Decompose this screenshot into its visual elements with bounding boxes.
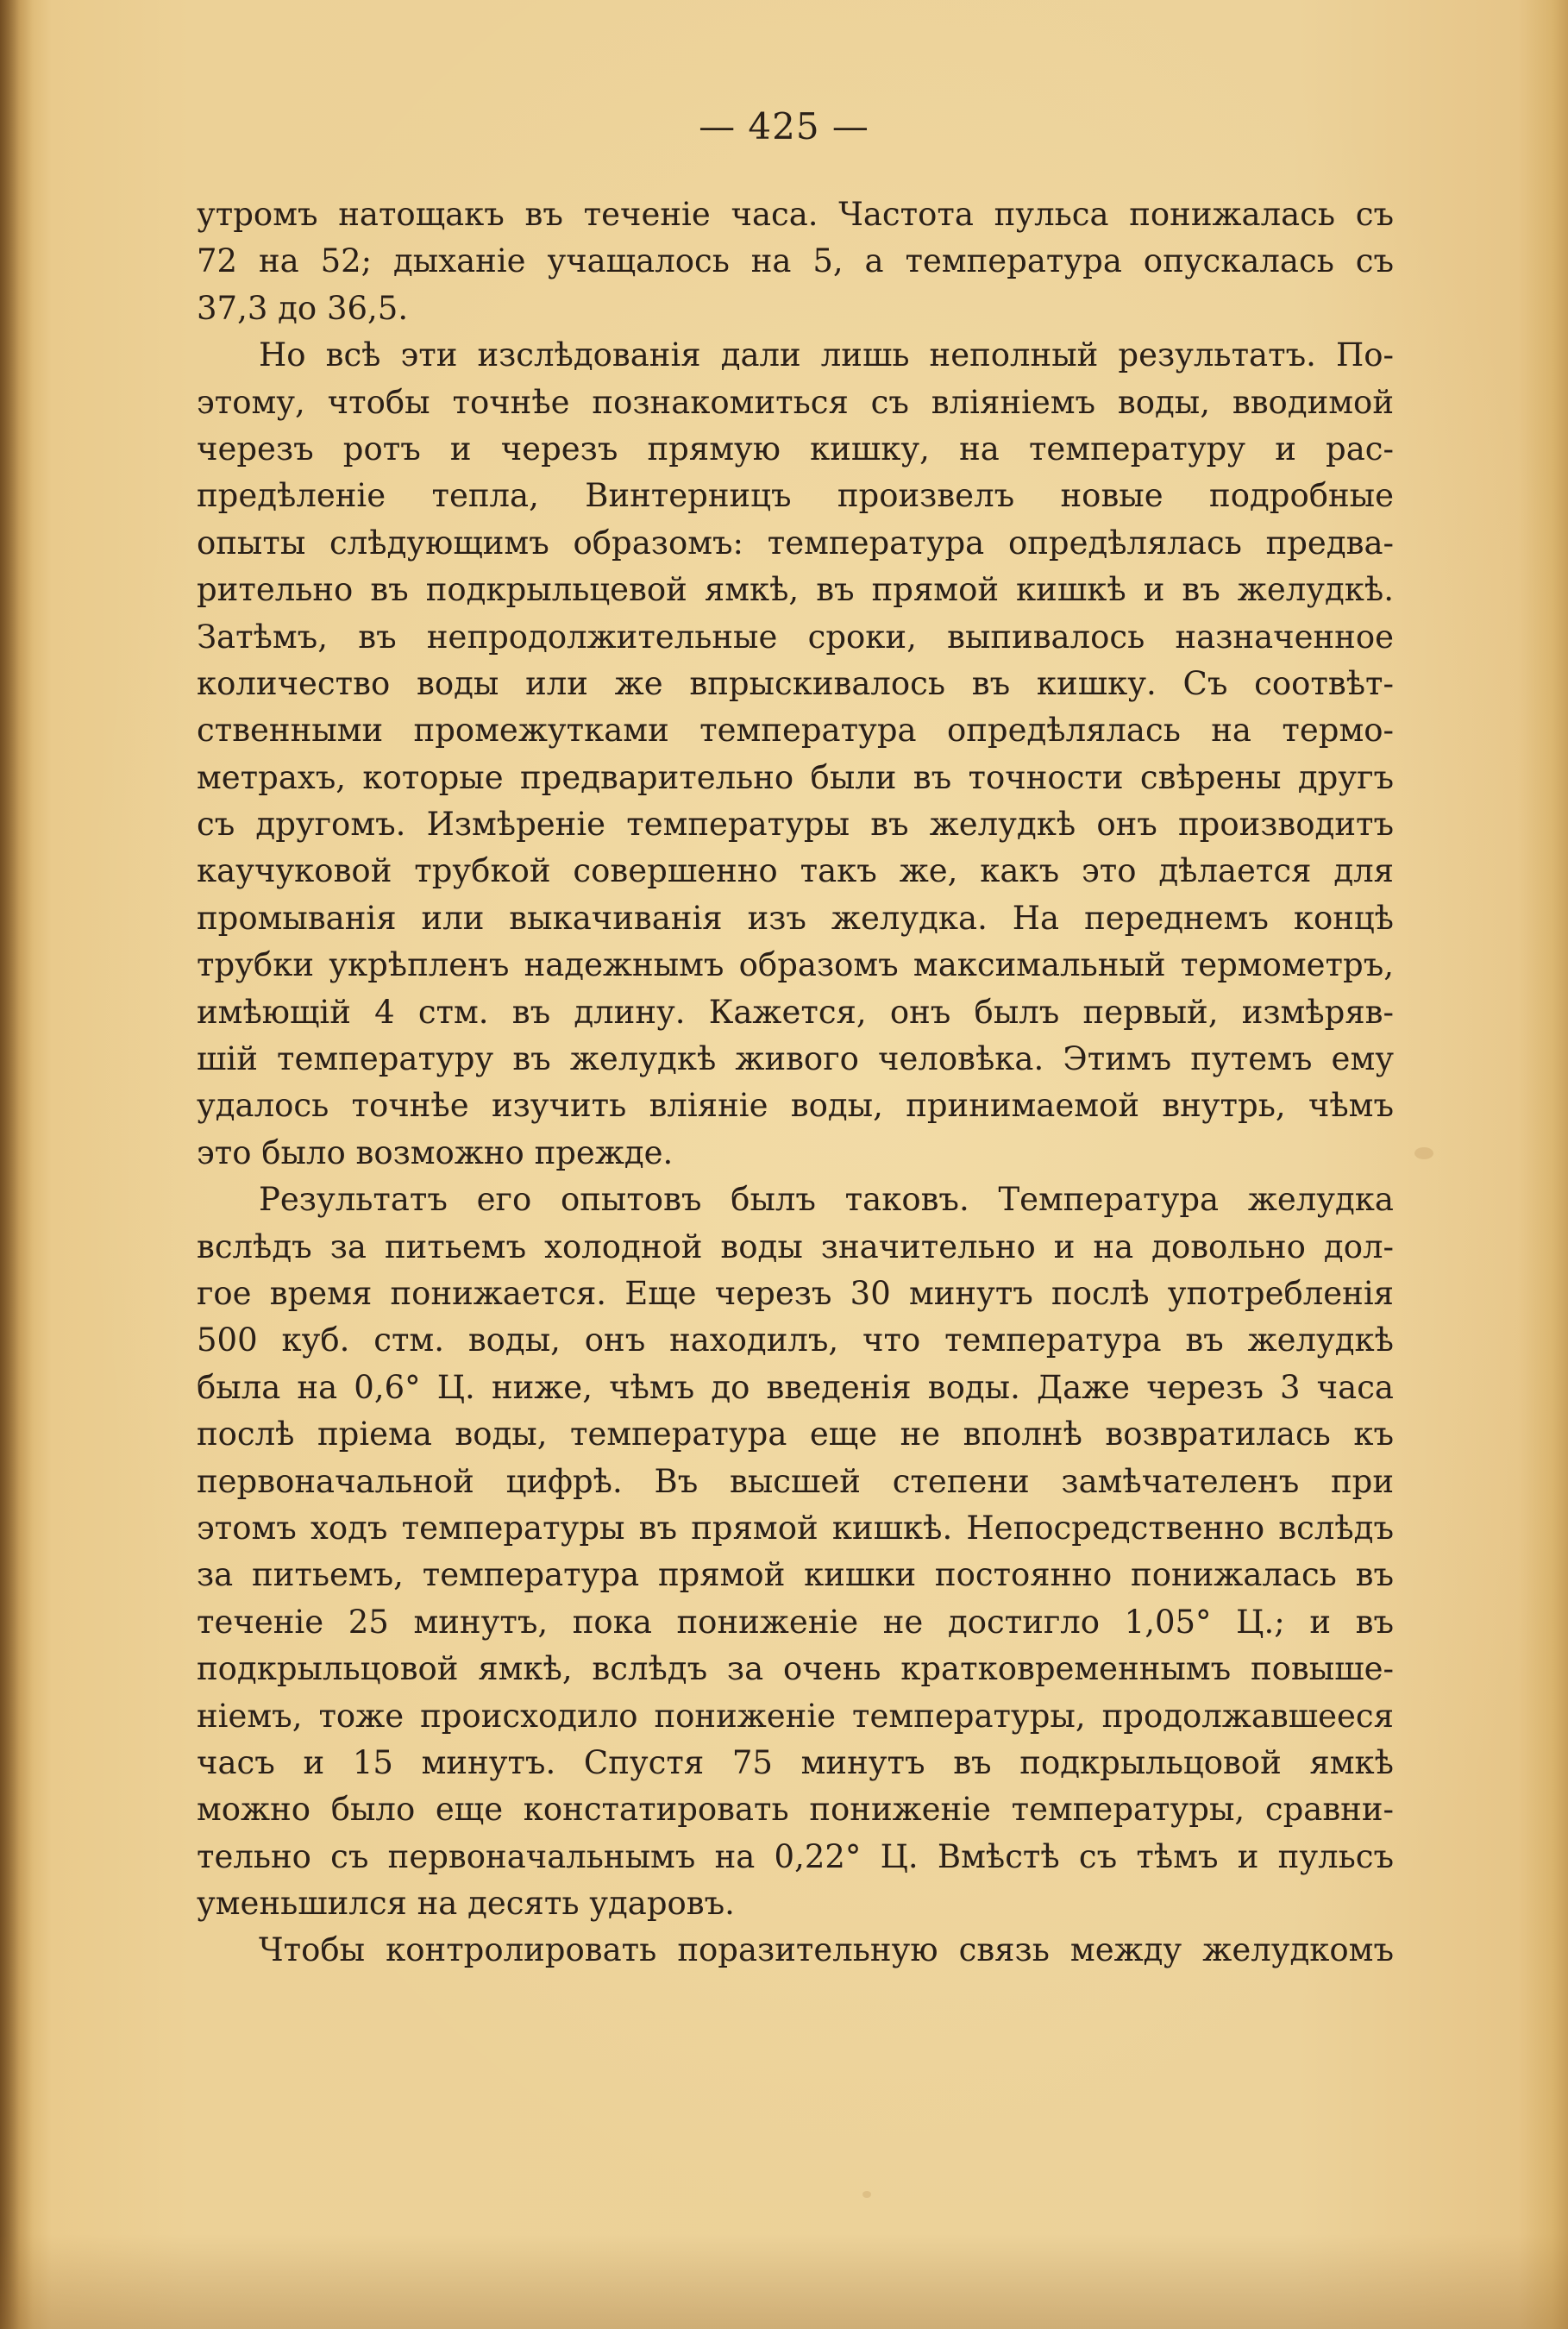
text-line: каучуковой трубкой совершенно такъ же, какъ это дѣлается для xyxy=(197,852,1394,890)
text-line: уменьшился на десять ударовъ. xyxy=(197,1885,735,1923)
text-line: Чтобы контролировать поразительную связь между желудкомъ xyxy=(259,1931,1394,1969)
text-line: этому, чтобы точнѣе познакомиться съ вліяніемъ воды, вводимой xyxy=(197,383,1394,421)
text-line: удалось точнѣе изучить вліяніе воды, принимаемой внутрь, чѣмъ xyxy=(197,1087,1394,1125)
text-line: ственными промежутками температура опредѣлялась на термо- xyxy=(197,712,1394,750)
text-line: подкрыльцовой ямкѣ, вслѣдъ за очень кратковременнымъ повыше- xyxy=(197,1650,1394,1688)
text-line: можно было еще констатировать пониженіе температуры, сравни- xyxy=(197,1791,1394,1829)
text-line: съ другомъ. Измѣреніе температуры въ желудкѣ онъ производитъ xyxy=(197,806,1394,844)
text-line: рительно въ подкрыльцевой ямкѣ, въ прямой кишкѣ и въ желудкѣ. xyxy=(197,571,1394,609)
text-line: 500 куб. стм. воды, онъ находилъ, что температура въ желудкѣ xyxy=(197,1321,1394,1359)
body-text xyxy=(197,191,1394,1974)
text-line: этомъ ходъ температуры въ прямой кишкѣ. Непосредственно вслѣдъ xyxy=(197,1509,1394,1547)
page-number: — 425 — xyxy=(699,105,869,148)
text-line: теченіе 25 минутъ, пока пониженіе не достигло 1,05° Ц.; и въ xyxy=(197,1603,1394,1641)
text-line: имѣющій 4 стм. въ длину. Кажется, онъ былъ первый, измѣряв- xyxy=(197,993,1394,1031)
paper-stain xyxy=(862,2191,871,2198)
text-line: за питьемъ, температура прямой кишки постоянно понижалась въ xyxy=(197,1556,1394,1594)
text-line: промыванія или выкачиванія изъ желудка. На переднемъ концѣ xyxy=(197,899,1394,937)
text-line: утромъ натощакъ въ теченіе часа. Частота пульса понижалась съ xyxy=(197,196,1394,233)
text-line: 72 на 52; дыханіе учащалось на 5, а температура опускалась съ xyxy=(197,242,1394,280)
text-line: опыты слѣдующимъ образомъ: температура опредѣлялась предва- xyxy=(197,524,1394,562)
text-line: первоначальной цифрѣ. Въ высшей степени замѣчателенъ при xyxy=(197,1462,1394,1500)
text-line: Затѣмъ, въ непродолжительные сроки, выпивалось назначенное xyxy=(197,618,1394,656)
text-line: Но всѣ эти изслѣдованія дали лишь неполный результатъ. По- xyxy=(259,336,1394,374)
text-line: метрахъ, которые предварительно были въ точности свѣрены другъ xyxy=(197,758,1394,796)
text-line: тельно съ первоначальнымъ на 0,22° Ц. Вмѣстѣ съ тѣмъ и пульсъ xyxy=(197,1837,1394,1875)
paper-stain xyxy=(1414,1147,1433,1159)
text-line: вслѣдъ за питьемъ холодной воды значительно и на довольно дол- xyxy=(197,1227,1394,1265)
text-line: это было возможно прежде. xyxy=(197,1133,674,1171)
text-line: трубки укрѣпленъ надежнымъ образомъ максимальный термометръ, xyxy=(197,946,1394,984)
text-line: черезъ ротъ и черезъ прямую кишку, на температуру и рас- xyxy=(197,430,1394,468)
text-line: Результатъ его опытовъ былъ таковъ. Температура желудка xyxy=(259,1181,1394,1219)
text-line: количество воды или же впрыскивалось въ кишку. Съ соотвѣт- xyxy=(197,664,1394,702)
text-line: была на 0,6° Ц. ниже, чѣмъ до введенія воды. Даже черезъ 3 часа xyxy=(197,1368,1394,1406)
text-line: послѣ пріема воды, температура еще не вполнѣ возвратилась къ xyxy=(197,1416,1394,1453)
text-line: часъ и 15 минутъ. Спустя 75 минутъ въ подкрыльцовой ямкѣ xyxy=(197,1743,1394,1781)
text-line: гое время понижается. Еще черезъ 30 минутъ послѣ употребленія xyxy=(197,1274,1394,1312)
text-line: 37,3 до 36,5. xyxy=(197,289,409,327)
text-line: предѣленіе тепла, Винтерницъ произвелъ новые подробные xyxy=(197,477,1394,515)
text-line: шій температуру въ желудкѣ живого человѣка. Этимъ путемъ ему xyxy=(197,1040,1394,1078)
text-line: ніемъ, тоже происходило пониженіе температуры, продолжавшееся xyxy=(197,1697,1394,1735)
